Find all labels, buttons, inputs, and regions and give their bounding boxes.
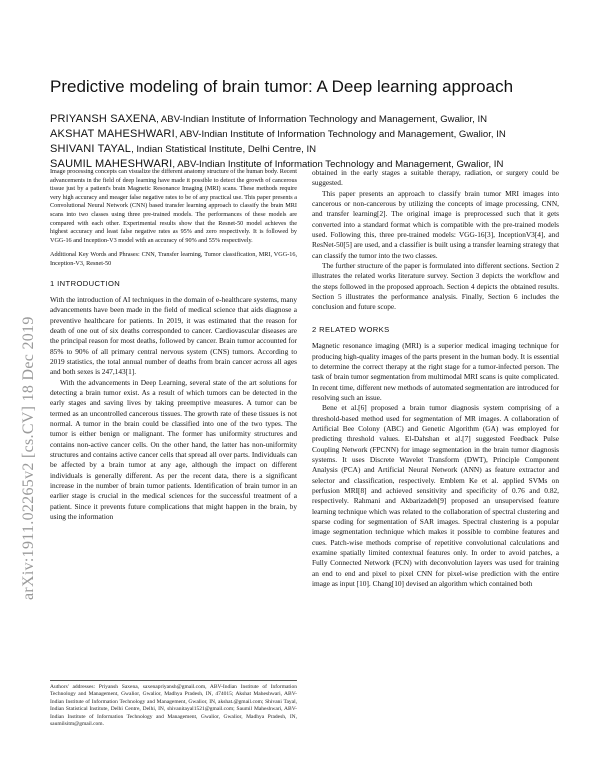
author-line	[50, 142, 570, 157]
author-line	[50, 112, 570, 127]
author-affiliation: , Indian Statistical Institute, Delhi Centre, IN	[131, 144, 317, 155]
right-column	[312, 168, 559, 589]
left-column	[50, 168, 297, 522]
author-affiliation: , ABV-Indian Institute of Information Technology and Management, Gwalior, IN	[172, 159, 504, 170]
author-name: PRIYANSH SAXENA	[50, 113, 157, 125]
intro-paragraph-5: The further structure of the paper is formulated into different sections. Section 2 illustrates the related works literature survey. Section 3 depicts the workflow and the steps followed in the proposed approach. Section 4 depicts the obtained results. Section 5 illustrates the performance analysis. Finally, Section 6 includes the conclusion and future scope.	[312, 261, 559, 312]
related-paragraph-1: Magnetic resonance imaging (MRI) is a superior medical imaging technique for producing high-quality images of the parts present in the human body. It is essential to determine the correct therapy at the right stage for a tumor-infected person. The task of brain tumor segmentation from multimodal MRI scans is quite complicated. In recent time, different new methods of automated segmentation are introduced for resolving such an issue.	[312, 341, 559, 402]
intro-paragraph-2: With the advancements in Deep Learning, several state of the art solutions for detecting a brain tumor exist. As a result of which tumors can be detected in the early stages and saving lives by taking preemptive measures. A tumor can be termed as an uncontrolled cancerous tissues. The growth rate of these tissues is not normal. A tumor in the brain could be classified into one of the two types. The tumor is either benign or malignant. The former has uniformity structures and contains non-active cancer cells. On the other hand, the latter has non-uniformity structures and contains active cancer cells that spread all over parts. Individuals can be affected by a brain tumor at any age, although the impact on different individuals is generally different. As per the recent data, there is a significant increase in the number of brain tumor patients. Identification of brain tumor in an earlier stage is crucial in the medical sciences for the successful treatment of a patient. Since it prevents future complications that might happen in the brain, by using the information	[50, 377, 297, 522]
author-affiliation: , ABV-Indian Institute of Information Technology and Management, Gwalior, IN	[174, 129, 506, 140]
keywords: Additional Key Words and Phrases: CNN, Transfer learning, Tumor classification, MRI, VGG-16, Inception-V3, Resnet-50	[50, 251, 297, 267]
arxiv-sidebar	[8, 200, 37, 600]
intro-paragraph-4: This paper presents an approach to classify brain tumor MRI images into cancerous or non-cancerous by utilizing the concepts of image processing, CNN, and transfer learning[2]. The original image is preprocessed such that it gets converted into a standard format which is compatible with the pre-trained models used. Following this, three pre-trained models: VGG-16[3], InceptionV3[4], and ResNet-50[5] are used, and a classifier is built using a transfer learning strategy that can classify the tumor into the two classes.	[312, 188, 559, 260]
author-addresses-footnote: Authors' addresses: Priyansh Saxena, saxenapriyansh@gmail.com, ABV-Indian Institute of Information Technology and Management, Gwalior, Gwalior, Madhya Pradesh, IN, 474015; Akshat Maheshwari, ABV-Indian Institute of Information Technology and Management, Gwalior, IN, akshat.@gmail.com; Shivani Tayal, Indian Statistical Institute, Delhi Centre, Delhi, IN, shivanitayal1521@gmail.com; Saumil Maheshwari, ABV-Indian Institute of Information Technology and Management, Gwalior, Gwalior, Madhya Pradesh, IN, saumilsitm@gmail.com.	[50, 680, 297, 728]
author-name: SHIVANI TAYAL	[50, 143, 132, 155]
intro-paragraph-1: With the introduction of AI techniques in the domain of e-healthcare systems, many advancements have been made in the field of medical science that aids diagnose a preventive healthcare for patients. In 2019, it was estimated that the reason for death of one out of six deaths corresponded to cancer. Cardiovascular diseases are the principal reason for most deaths, followed by cancer. Brain tumor accounted for 85% to 90% of all primary central nervous system (CNS) tumors. According to 2019 statistics, the total annual number of deaths from brain cancer across all ages and both sexes is 247,143[1].	[50, 294, 297, 377]
author-name: SAUMIL MAHESHWARI	[50, 158, 173, 170]
author-line	[50, 127, 570, 142]
author-affiliation: , ABV-Indian Institute of Information Technology and Management, Gwalior, IN	[156, 114, 488, 125]
section-heading-related-works: 2 RELATED WORKS	[312, 324, 390, 334]
related-paragraph-2: Bene et al.[6] proposed a brain tumor diagnosis system comprising of a threshold-based method used for segmentation of MR images. A collaboration of Artificial Bee Colony (ABC) and Genetic Algorithm (GA) was employed for predicting threshold values. El-Dahshan et al.[7] suggested Feedback Pulse Coupling Network (FPCNN) for image segmentation in the brain tumor diagnosis systems. It uses Discrete Wavelet Transform (DWT), Principle Component Analysis (PCA) and Artificial Neural Network (ANN) as feature extractor and selector and classification, respectively. Emblem Ke et al. applied SVMs on perfusion MRI[8] and achieved sensitivity and specificity of 0.76 and 0.82, respectively. Rahmani and Akbarizadeh[9] proposed an unsupervised feature learning technique which was related to the collaboration of spectral clustering and sparse coding for segmentation of SAR images. Spectral clustering is a popular image segmentation technique which makes it possible to combine features and cues. Patch-wise methods comprise of repetitive convolutional calculations and examine spatially limited contextual features only. In order to avoid patches, a Fully Connected Network (FCN) with deconvolution layers was used for training an end to end and pixel to pixel CNN for pixel-wise prediction with the entire image as input [10]. Chang[10] devised an algorithm which contained both	[312, 403, 559, 589]
arxiv-identifier[interactable]: arXiv:1911.02265v2 [cs.CV] 18 Dec 2019	[20, 316, 37, 600]
spacer	[312, 313, 559, 317]
section-heading-introduction: 1 INTRODUCTION	[50, 278, 121, 288]
paper-title: Predictive modeling of brain tumor: A Deep learning approach	[50, 77, 514, 96]
intro-paragraph-3: obtained in the early stages a suitable therapy, radiation, or surgery could be suggested.	[312, 168, 559, 188]
abstract: Image processing concepts can visualize the different anatomy structure of the human body. Recent advancements in the field of deep learning have made it possible to detect the growth of cancerous tissue just by a patient's brain Magnetic Resonance Imaging (MRI) scans. These methods require very high accuracy and meager false negative rates to be of any practical use. This paper presents a Convolutional Neural Network (CNN) based transfer learning approach to classify the brain MRI scans into two classes using three pre-trained models. The performances of these models are compared with each other. Experimental results show that the Resnet-50 model achieves the highest accuracy and least false negative rates as 95% and zero respectively. It is followed by VGG-16 and Inception-V3 model with an accuracy of 90% and 55% respectively.	[50, 168, 297, 244]
author-list	[50, 112, 570, 172]
author-name: AKSHAT MAHESHWARI	[50, 128, 175, 140]
